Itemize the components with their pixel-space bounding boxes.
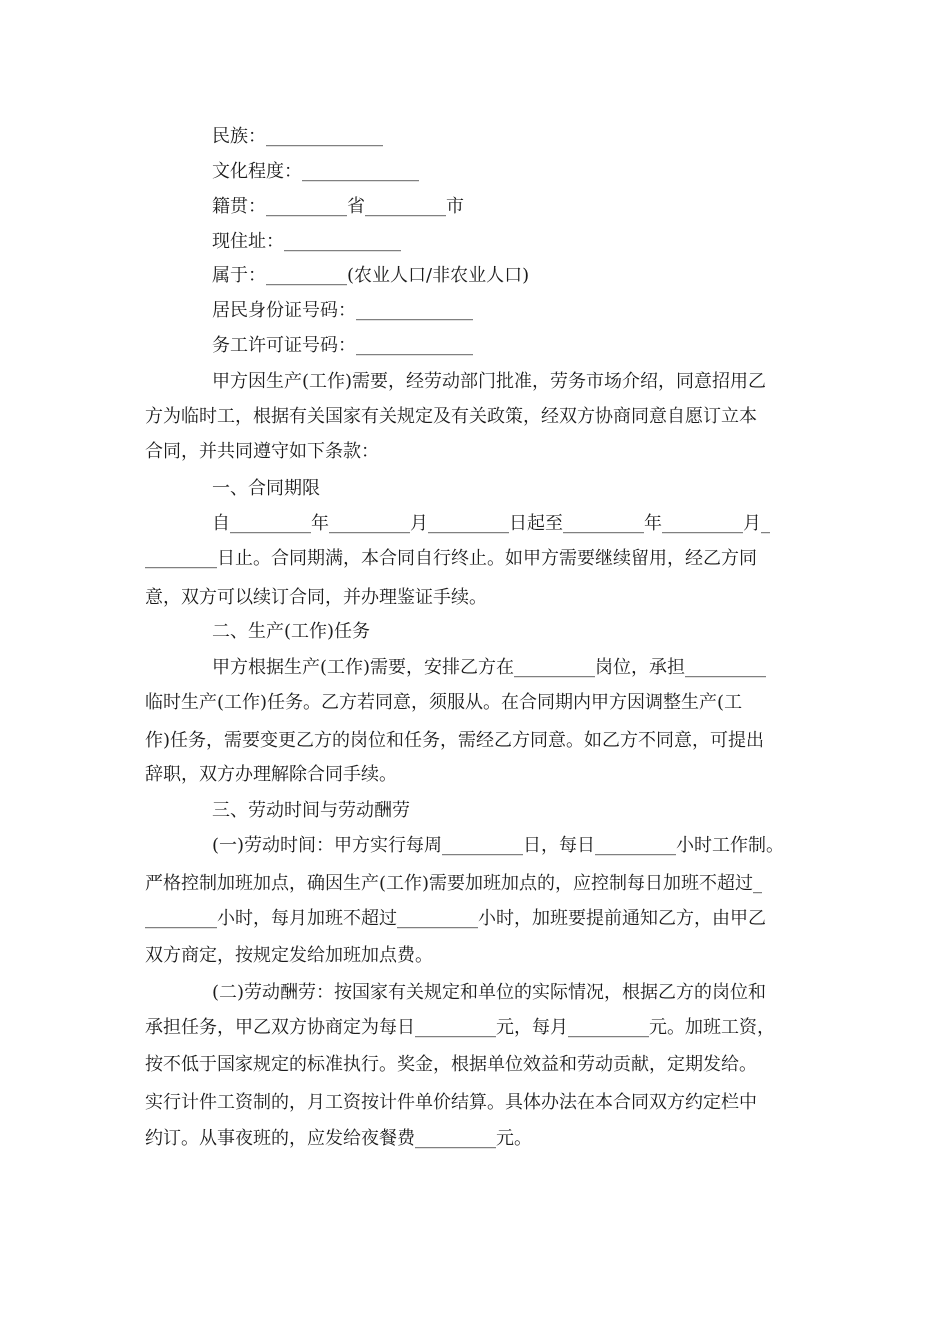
paragraph-line: 意，双方可以续订合同，并办理鉴证手续。: [145, 587, 487, 608]
origin-field: 籍贯：_________省_________市: [212, 196, 464, 217]
section-heading: 三、劳动时间与劳动酬劳: [212, 800, 410, 821]
paragraph-line: ________日止。合同期满，本合同自行终止。如甲方需要继续留用，经乙方同: [145, 548, 757, 569]
paragraph-line: 承担任务，甲乙双方协商定为每日_________元，每月_________元。加班工资，: [145, 1017, 775, 1038]
id-number-field: 居民身份证号码：_____________: [212, 300, 473, 321]
paragraph-line: ________小时，每月加班不超过_________小时，加班要提前通知乙方，由甲乙: [145, 908, 766, 929]
section-heading: 一、合同期限: [212, 478, 320, 499]
intro-line: 方为临时工，根据有关国家有关规定及有关政策，经双方协商同意自愿订立本: [145, 406, 757, 427]
paragraph-line: 临时生产(工作)任务。乙方若同意，须服从。在合同期内甲方因调整生产(工: [145, 692, 743, 713]
paragraph-line: (二)劳动酬劳：按国家有关规定和单位的实际情况，根据乙方的岗位和: [212, 982, 767, 1003]
address-field: 现住址：_____________: [212, 231, 401, 252]
work-permit-field: 务工许可证号码：_____________: [212, 335, 473, 356]
intro-line: 甲方因生产(工作)需要，经劳动部门批准，劳务市场介绍，同意招用乙: [212, 371, 767, 392]
intro-line: 合同，并共同遵守如下条款：: [145, 441, 379, 462]
paragraph-line: 自_________年_________月_________日起至_________年_________月_: [212, 513, 770, 534]
education-field: 文化程度：_____________: [212, 161, 419, 182]
paragraph-line: 约订。从事夜班的，应发给夜餐费_________元。: [145, 1128, 532, 1149]
paragraph-line: 严格控制加班加点，确因生产(工作)需要加班加点的，应控制每日加班不超过_: [145, 873, 763, 894]
paragraph-line: 实行计件工资制的，月工资按计件单价结算。具体办法在本合同双方约定栏中: [145, 1092, 757, 1113]
paragraph-line: 甲方根据生产(工作)需要，安排乙方在_________岗位，承担_________: [212, 657, 767, 678]
ethnicity-field: 民族：_____________: [212, 126, 383, 147]
paragraph-line: 作)任务，需要变更乙方的岗位和任务，需经乙方同意。如乙方不同意，可提出: [145, 730, 765, 751]
paragraph-line: 按不低于国家规定的标准执行。奖金，根据单位效益和劳动贡献，定期发给。: [145, 1054, 757, 1075]
section-heading: 二、生产(工作)任务: [212, 621, 371, 642]
paragraph-line: 双方商定，按规定发给加班加点费。: [145, 945, 433, 966]
paragraph-line: (一)劳动时间：甲方实行每周_________日，每日_________小时工作制。: [212, 835, 785, 856]
household-field: 属于：_________(农业人口/非农业人口): [212, 265, 530, 286]
paragraph-line: 辞职，双方办理解除合同手续。: [145, 764, 397, 785]
